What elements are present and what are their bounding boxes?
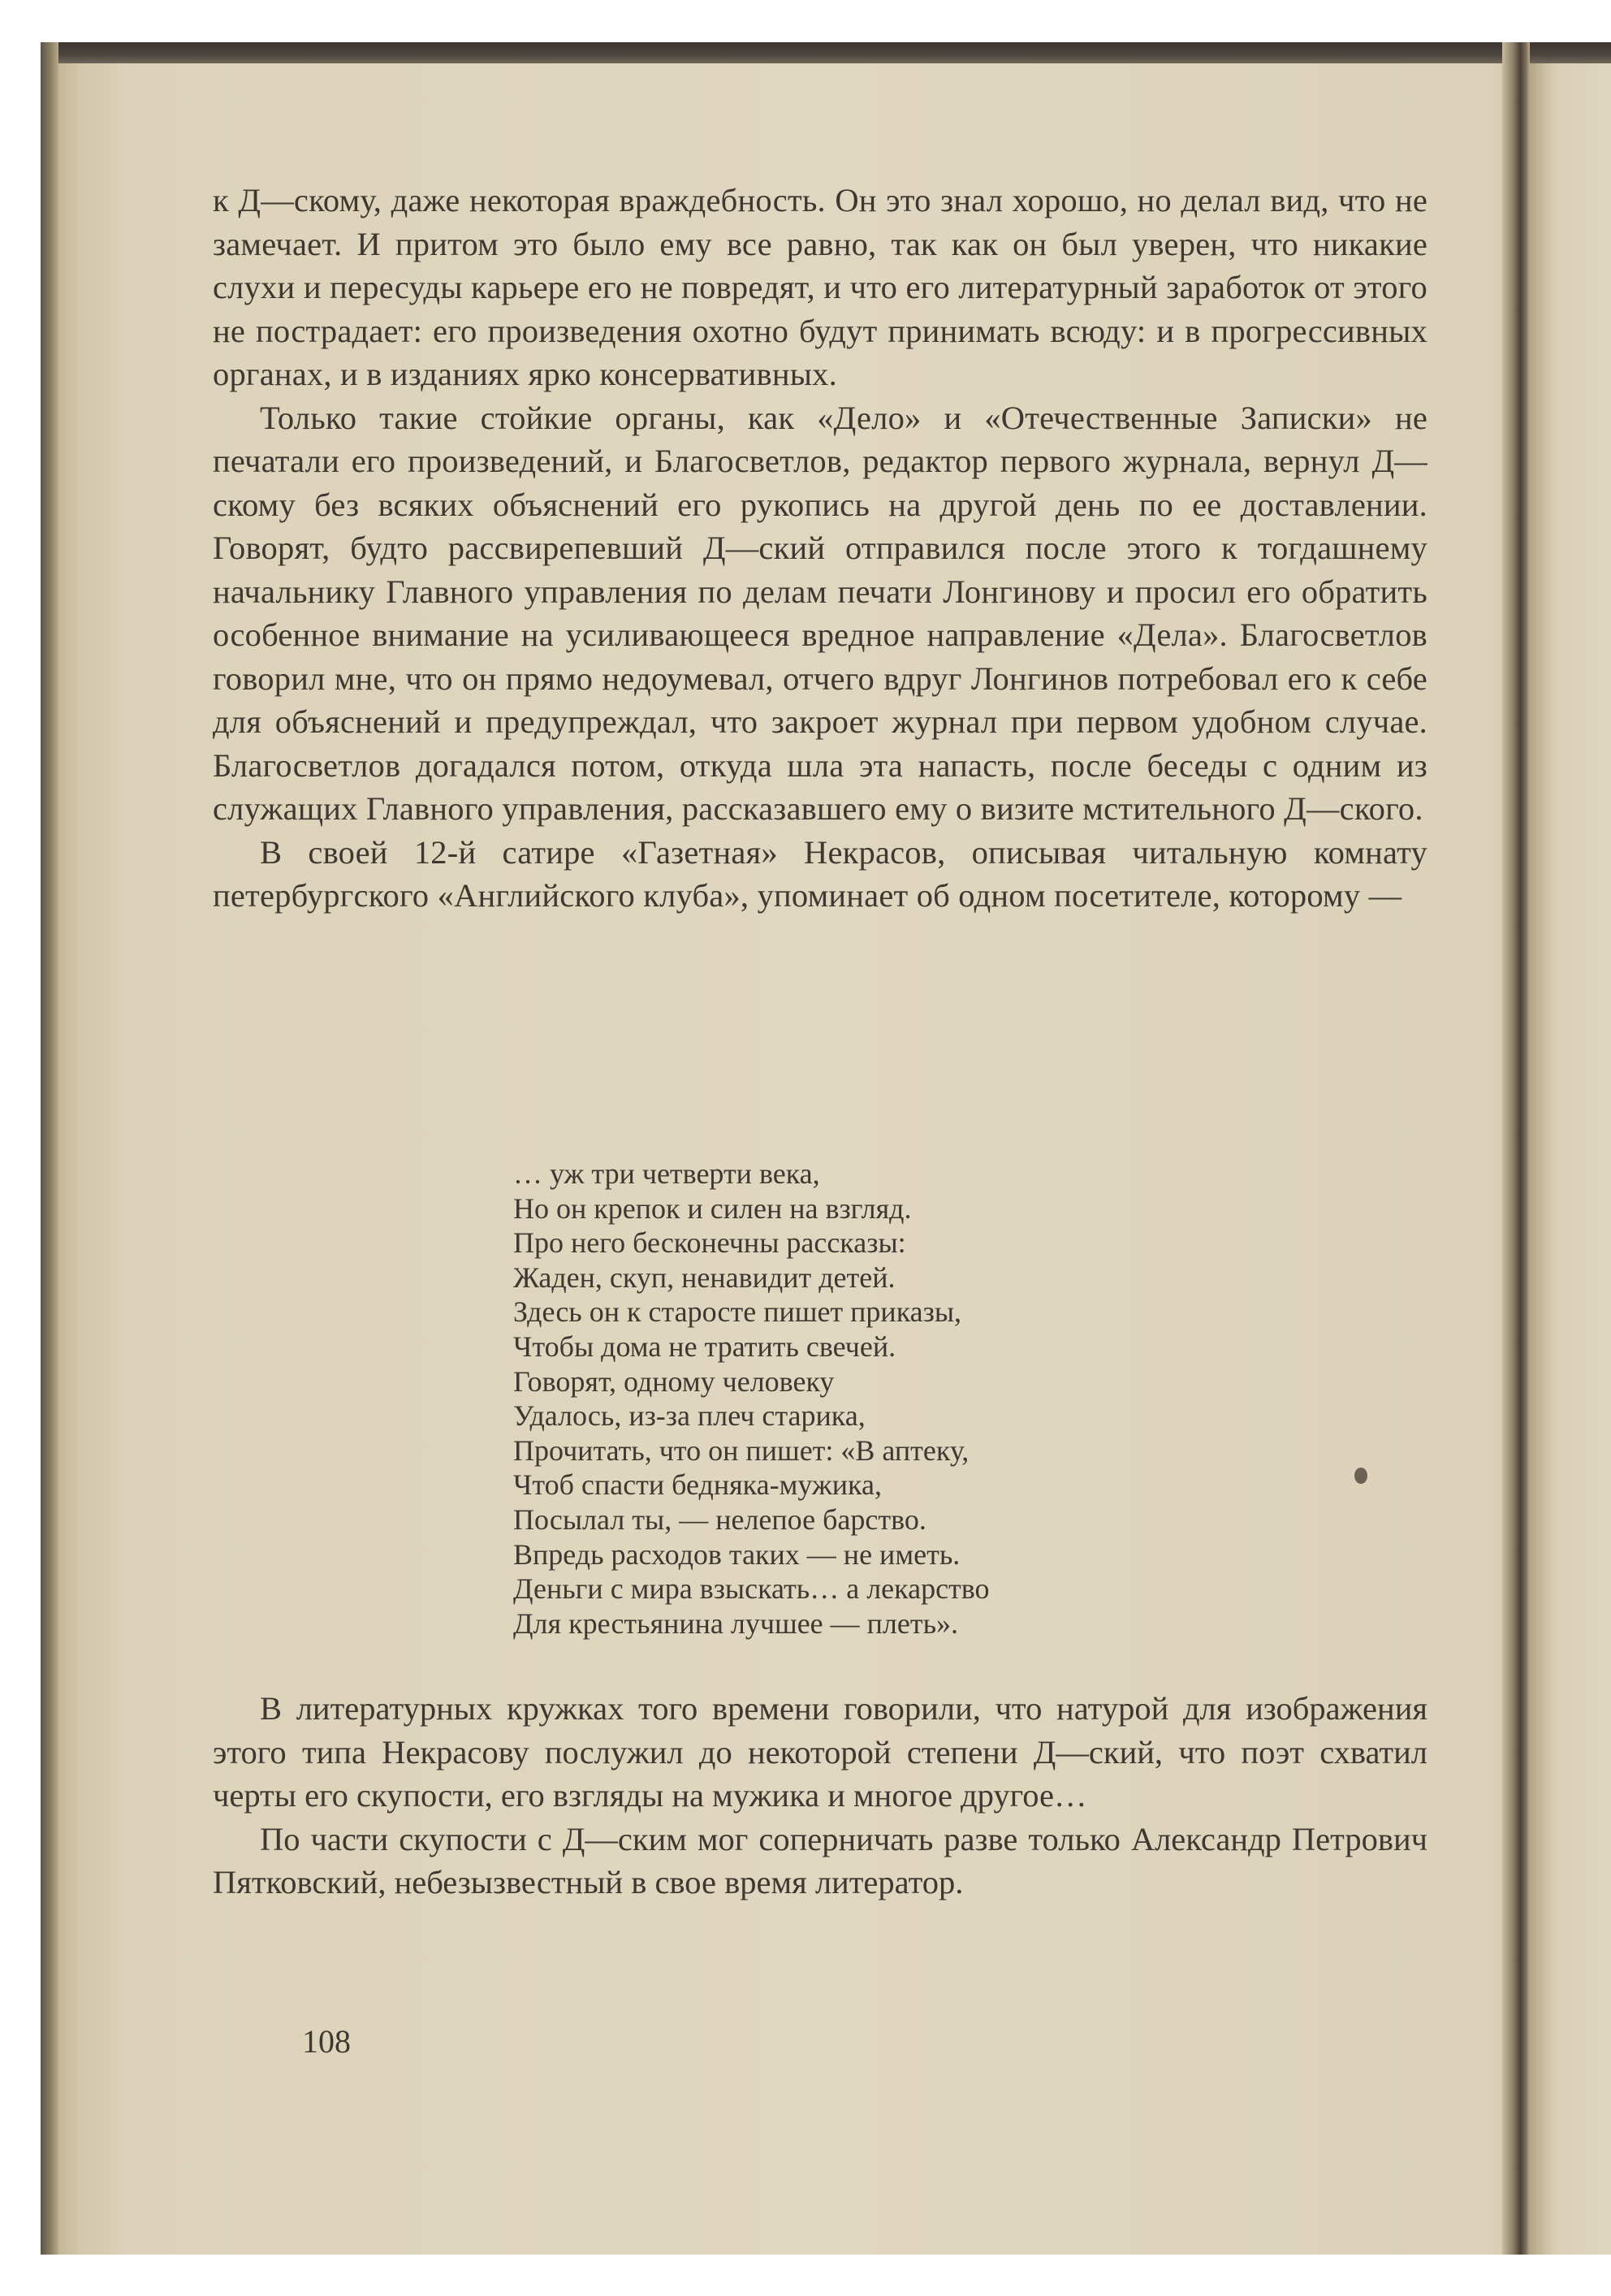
poem-quotation [513, 1157, 1244, 1641]
poem-line: Про него бесконечны рассказы: [513, 1226, 906, 1260]
poem-line: Жаден, скуп, ненавидит детей. [513, 1260, 896, 1294]
poem-line: Удалось, из-за плеч старика, [513, 1399, 866, 1433]
facing-page-edge [1530, 63, 1611, 2255]
poem-line: Деньги с мира взыскать… а лекарство [513, 1572, 990, 1606]
poem-line: Чтобы дома не тратить свечей. [513, 1330, 896, 1363]
poem-line: Впредь расходов таких — не иметь. [513, 1537, 961, 1571]
poem-line: Чтоб спасти бедняка-мужика, [513, 1468, 882, 1502]
paragraph: к Д—скому, даже некоторая враждебность. Он это знал хорошо, но делал вид, что не замечает. И притом это было ему все равно, так как он был уверен, что никакие слухи и пересуды карьере его не повредят, и что его литературный заработок от этого не пострадает: его произведения охотно будут принимать всюду: и в прогрессивных органах, и в изданиях ярко консервативных. [213, 182, 1427, 392]
ink-spot [1354, 1468, 1367, 1484]
book-left-edge [41, 42, 58, 2255]
paragraph: В литературных кружках того времени говорили, что натурой для изображения этого типа Некрасову послужил до некоторой степени Д—ский, что поэт схватил черты его скупости, его взгляды на мужика и многое другое… [213, 1690, 1427, 1814]
closing-text-block [213, 1687, 1427, 1905]
paragraph: Только такие стойкие органы, как «Дело» и «Отечественные Записки» не печатали его произведений, и Благосветлов, редактор первого журнала, вернул Д—скому без всяких объяснений его рукопись на другой день по ее доставлении. Говорят, будто рассвирепевший Д—ский отправился после этого к тогдашнему начальнику Главного управления по делам печати Лонгинову и просил его обратить особенное внимание на усиливающееся вредное направление «Дела». Благосветлов говорил мне, что он прямо недоумевал, отчего вдруг Лонгинов потребовал его к себе для объяснений и предупреждал, что закроет журнал при первом удобном случае. Благосветлов догадался потом, откуда шла эта напасть, после беседы с одним из служащих Главного управления, рассказавшего ему о визите мстительного Д—ского. [213, 399, 1427, 827]
poem-line: Посылал ты, — нелепое барство. [513, 1503, 926, 1536]
paragraph: В своей 12-й сатире «Газетная» Некрасов, описывая читальную комнату петербургского «Английского клуба», упоминает об одном посетителе, которому — [213, 833, 1427, 914]
main-text-block [213, 179, 1427, 918]
scan-top-edge [41, 42, 1611, 63]
paragraph: По части скупости с Д—ским мог соперничать разве только Александр Петрович Пятковский, небезызвестный в свое время литератор. [213, 1820, 1427, 1900]
page-number: 108 [302, 2023, 351, 2060]
book-spine-gutter [1502, 42, 1530, 2255]
poem-line: Здесь он к старосте пишет приказы, [513, 1295, 962, 1329]
poem-line: Для крестьянина лучшее — плеть». [513, 1606, 959, 1640]
poem-line: Прочитать, что он пишет: «В аптеку, [513, 1433, 970, 1467]
poem-line: … уж три четверти века, [513, 1157, 820, 1190]
poem-line: Говорят, одному человеку [513, 1364, 835, 1398]
poem-line: Но он крепок и силен на взгляд. [513, 1191, 912, 1225]
